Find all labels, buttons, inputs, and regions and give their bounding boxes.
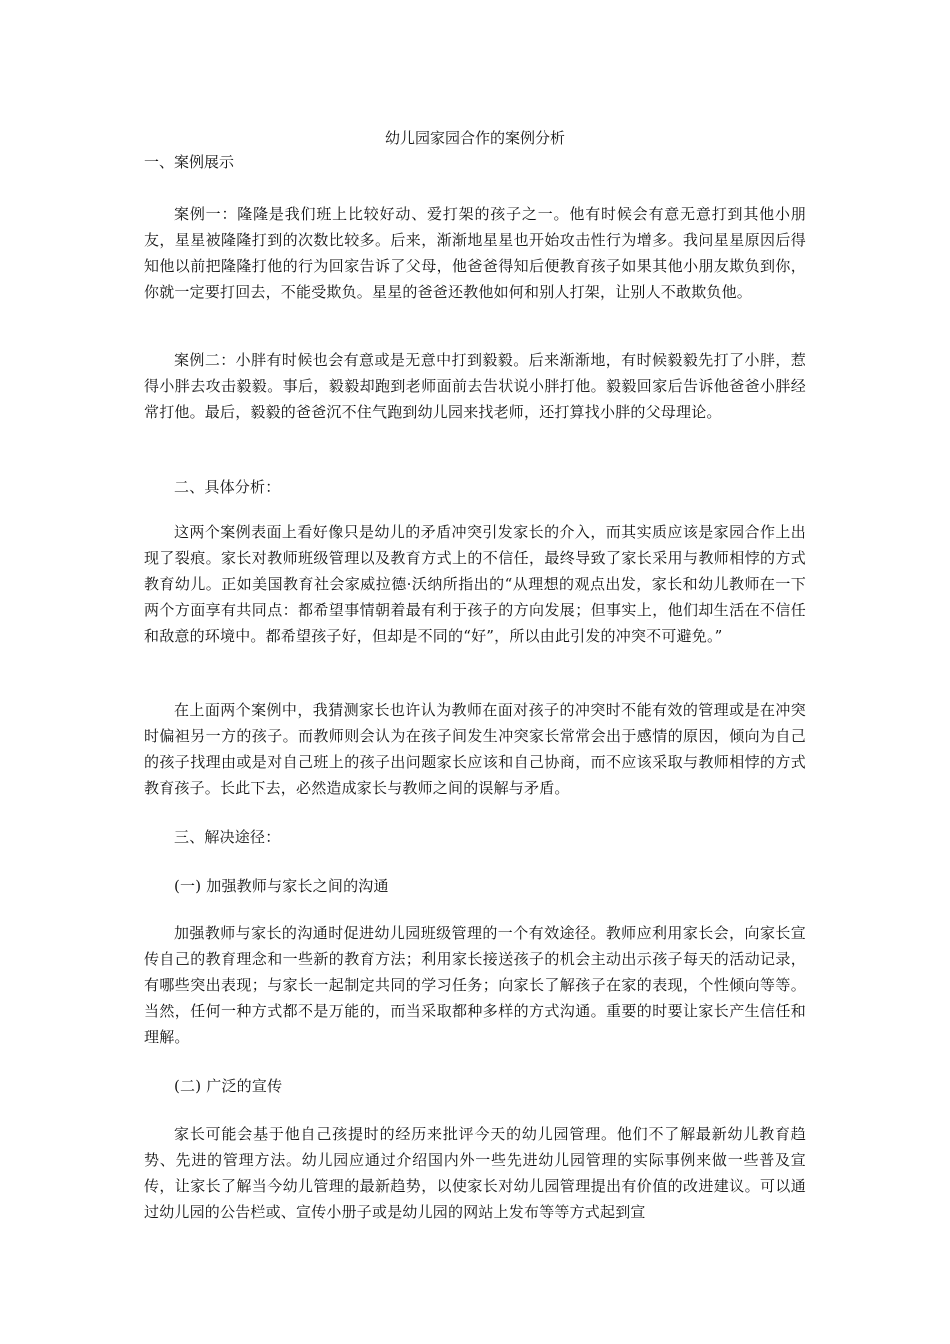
- paragraph-case-two: 案例二：小胖有时候也会有意或是无意中打到毅毅。后来渐渐地，有时候毅毅先打了小胖，惹得小胖去攻击毅毅。事后，毅毅却跑到老师面前去告状说小胖打他。毅毅回家后告诉他爸爸小胖经常打他。最后，毅毅的爸爸沉不住气跑到幼儿园来找老师，还打算找小胖的父母理论。: [144, 351, 806, 421]
- paragraph-analysis-one: 这两个案例表面上看好像只是幼儿的矛盾冲突引发家长的介入，而其实质应该是家园合作上出现了裂痕。家长对教师班级管理以及教育方式上的不信任，最终导致了家长采用与教师相悖的方式教育幼儿。正如美国教育社会家威拉德·沃纳所指出的“从理想的观点出发，家长和幼儿教师在一下两个方面享有共同点：都希望事情朝着最有利于孩子的方向发展；但事实上，他们却生活在不信任和敌意的环境中。都希望孩子好，但却是不同的“好”，所以由此引发的冲突不可避免。”: [144, 523, 806, 645]
- paragraph-analysis-two: 在上面两个案例中，我猜测家长也许认为教师在面对孩子的冲突时不能有效的管理或是在冲突时偏袒另一方的孩子。而教师则会认为在孩子间发生冲突家长常常会出于感情的原因，倾向为自己的孩子找理由或是对自己班上的孩子出问题家长应该和自己协商，而不应该采取与教师相悖的方式教育孩子。长此下去，必然造成家长与教师之间的误解与矛盾。: [144, 701, 806, 797]
- paragraph-communication: 加强教师与家长的沟通时促进幼儿园班级管理的一个有效途径。教师应利用家长会，向家长宣传自己的教育理念和一些新的教育方法；利用家长接送孩子的机会主动出示孩子每天的活动记录，有哪些突出表现；与家长一起制定共同的学习任务；向家长了解孩子在家的表现，个性倾向等等。当然，任何一种方式都不是万能的，而当采取都种多样的方式沟通。重要的时要让家长产生信任和理解。: [144, 924, 806, 1046]
- subheading-publicity: (二) 广泛的宣传: [174, 1077, 283, 1095]
- section-heading-case-display: 一、案例展示: [144, 153, 235, 171]
- subheading-communication: (一) 加强教师与家长之间的沟通: [174, 877, 389, 895]
- section-heading-solutions: 三、解决途径：: [174, 828, 281, 846]
- paragraph-publicity: 家长可能会基于他自己孩提时的经历来批评今天的幼儿园管理。他们不了解最新幼儿教育趋势、先进的管理方法。幼儿园应通过介绍国内外一些先进幼儿园管理的实际事例来做一些普及宣传，让家长了解当今幼儿管理的最新趋势，以使家长对幼儿园管理提出有价值的改进建议。可以通过幼儿园的公告栏或、宣传小册子或是幼儿园的网站上发布等等方式起到宣: [144, 1125, 806, 1221]
- paragraph-case-one: 案例一：隆隆是我们班上比较好动、爱打架的孩子之一。他有时候会有意无意打到其他小朋友，星星被隆隆打到的次数比较多。后来，渐渐地星星也开始攻击性行为增多。我问星星原因后得知他以前把隆隆打他的行为回家告诉了父母，他爸爸得知后便教育孩子如果其他小朋友欺负到你，你就一定要打回去，不能受欺负。星星的爸爸还教他如何和别人打架，让别人不敢欺负他。: [144, 205, 806, 301]
- document-title: 幼儿园家园合作的案例分析: [384, 129, 565, 147]
- section-heading-analysis: 二、具体分析：: [174, 478, 281, 496]
